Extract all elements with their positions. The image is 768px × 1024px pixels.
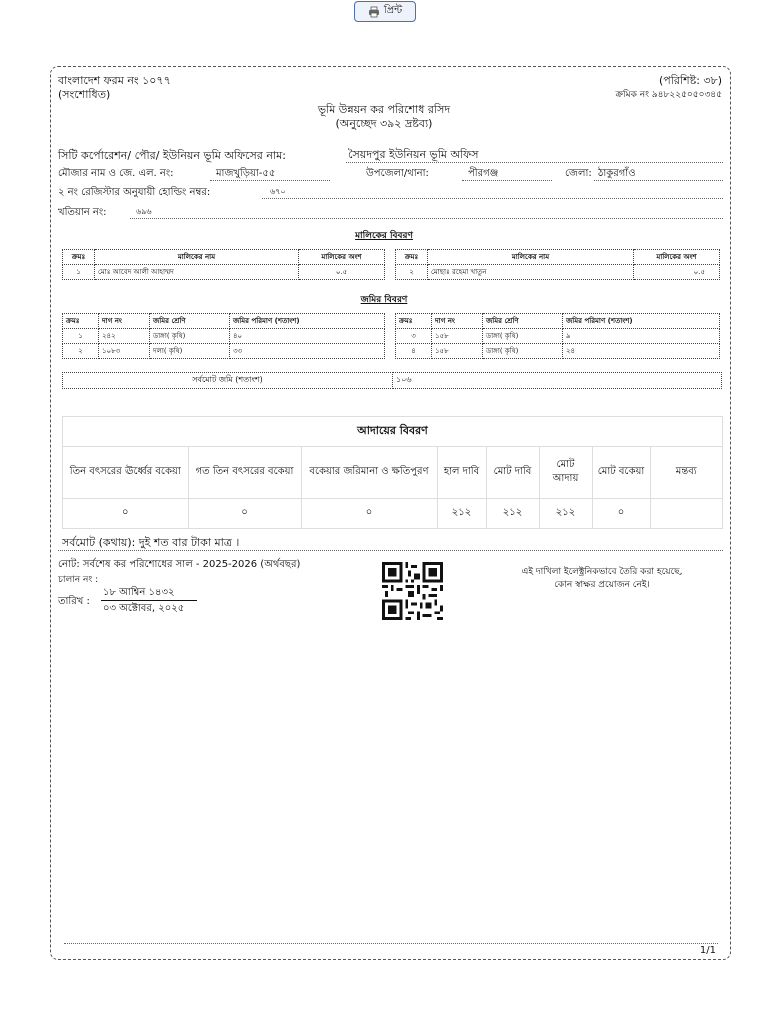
table-row: [63, 329, 385, 344]
receipt-subtitle: (অনুচ্ছেদ ৩৯২ দ্রষ্টব্য): [335, 117, 433, 130]
khatian-value: ৬৯৬: [136, 207, 152, 216]
owner-share: ০.৫: [299, 265, 385, 280]
payment-value: ০: [188, 498, 301, 528]
land-dag: ১৫৮: [432, 329, 483, 344]
print-label: প্রিন্ট: [383, 5, 403, 16]
payment-header: হাল দাবি: [437, 447, 486, 498]
payment-header: বকেয়ার জরিমানা ও ক্ষতিপুরণ: [301, 447, 437, 498]
owner-name: মোছাঃ রহেমা খাতুন: [428, 265, 634, 280]
lands-heading: জমির বিবরণ: [360, 295, 408, 305]
payment-header: মোট আদায়: [539, 447, 592, 498]
print-button[interactable]: [354, 1, 416, 22]
land-total-label: সর্বমোট জমি (শতাংশ): [63, 373, 393, 389]
payment-table: [63, 447, 722, 528]
lands-header-dag: দাগ নং: [99, 314, 150, 329]
table-row: [63, 265, 385, 280]
table-row: [396, 329, 720, 344]
lands-header-dag: দাগ নং: [432, 314, 483, 329]
payment-value: [650, 498, 722, 528]
land-sl: ২: [63, 344, 99, 359]
owners-header-name: মালিকের নাম: [428, 250, 634, 265]
payment-header: মোট বকেয়া: [592, 447, 650, 498]
lands-total-table: [62, 372, 722, 389]
mouza-value: মাজখুড়িয়া-৫৫: [216, 168, 276, 179]
note-text: নোট: সর্বশেষ কর পরিশোধের সাল - 2025-2026 (অর্থবছর): [58, 559, 301, 570]
office-value: সৈয়দপুর ইউনিয়ন ভূমি অফিস: [348, 148, 479, 161]
payment-heading: আদায়ের বিবরণ: [63, 417, 722, 447]
land-sl: ১: [63, 329, 99, 344]
date-label: তারিখ :: [58, 596, 90, 607]
payment-header: তিন বৎসরের ঊর্ধ্বের বকেয়া: [63, 447, 188, 498]
payment-value: ২১২: [437, 498, 486, 528]
owners-header-share: মালিকের অংশ: [634, 250, 720, 265]
qr-code: [382, 562, 443, 620]
owner-sl: ১: [63, 265, 95, 280]
date-bangla: ১৮ আশ্বিন ১৪৩২: [103, 587, 175, 598]
lands-header-class: জমির শ্রেণি: [483, 314, 563, 329]
lands-table-left: [62, 313, 385, 359]
khatian-label: খতিয়ান নং:: [58, 207, 107, 218]
payment-value: ০: [592, 498, 650, 528]
payment-header: গত তিন বৎসরের বকেয়া: [188, 447, 301, 498]
land-class: ডাঙ্গা( কৃষি): [483, 344, 563, 359]
table-row: [396, 344, 720, 359]
land-dag: ২৪২: [99, 329, 150, 344]
lands-header-amount: জমির পরিমাণ (শতাংশ): [230, 314, 385, 329]
land-sl: ৪: [396, 344, 432, 359]
appendix-label: (পরিশিষ্ট: ৩৮): [659, 74, 722, 87]
land-total-value: ১০৬: [393, 373, 722, 389]
upazila-label: উপজেলা/থানা:: [366, 168, 429, 179]
payment-header: মন্তব্য: [650, 447, 722, 498]
table-row: [63, 373, 722, 389]
lands-header-class: জমির শ্রেণি: [150, 314, 230, 329]
printer-icon: [368, 6, 380, 18]
challan-label: চালান নং :: [58, 575, 99, 585]
land-class: দলা( কৃষি): [150, 344, 230, 359]
table-row: [63, 498, 722, 528]
owner-share: ০.৫: [634, 265, 720, 280]
page-number: 1/1: [699, 945, 716, 956]
district-label: জেলা:: [565, 168, 592, 179]
land-amount: ৩৩: [230, 344, 385, 359]
owners-table-right: [395, 249, 720, 280]
owner-sl: ২: [396, 265, 428, 280]
lands-table-right: [395, 313, 720, 359]
lands-header-amount: জমির পরিমাণ (শতাংশ): [563, 314, 720, 329]
land-amount: ২৪: [563, 344, 720, 359]
lands-header-sl: ক্রমঃ: [63, 314, 99, 329]
e-notice-line2: কোন স্বাক্ষর প্রয়োজন নেই।: [554, 580, 650, 590]
payment-value: ০: [301, 498, 437, 528]
owners-header-name: মালিকের নাম: [95, 250, 299, 265]
holding-value: ৬৭০: [270, 187, 286, 196]
mouza-label: মৌজার নাম ও জে. এল. নং:: [58, 168, 174, 179]
table-row: [396, 265, 720, 280]
payment-section: [62, 416, 723, 529]
e-notice-line1: এই দাখিলা ইলেক্ট্রনিকভাবে তৈরি করা হয়েছে,: [521, 567, 683, 577]
land-dag: ১৫৮: [432, 344, 483, 359]
land-sl: ৩: [396, 329, 432, 344]
serial-number: ক্রমিক নং ৯৪৮২২৫০৫০৩৪৫: [615, 90, 722, 100]
amount-in-words: সর্বমোট (কথায়): দুই শত বার টাকা মাত্র ।: [62, 536, 240, 549]
owners-header-sl: ক্রমঃ: [396, 250, 428, 265]
revised-label: (সংশোধিত): [58, 88, 111, 101]
land-class: ডাঙ্গা( কৃষি): [150, 329, 230, 344]
date-english: ০৩ অক্টোবর, ২০২৫: [103, 603, 185, 614]
owners-heading: মালিকের বিবরণ: [355, 231, 413, 241]
district-value: ঠাকুরগাঁও: [598, 168, 636, 179]
owners-table-left: [62, 249, 385, 280]
owner-name: মোঃ আবেদ আলী আহাম্মদ: [95, 265, 299, 280]
land-class: ডাঙ্গা( কৃষি): [483, 329, 563, 344]
form-number: বাংলাদেশ ফরম নং ১০৭৭: [58, 74, 171, 87]
payment-value: ২১২: [486, 498, 539, 528]
payment-header: মোট দাবি: [486, 447, 539, 498]
owners-header-sl: ক্রমঃ: [63, 250, 95, 265]
land-dag: ১০৮৩: [99, 344, 150, 359]
payment-value: ২১২: [539, 498, 592, 528]
receipt-title: ভূমি উন্নয়ন কর পরিশোধ রসিদ: [317, 103, 451, 116]
table-row: [63, 344, 385, 359]
land-amount: ৪০: [230, 329, 385, 344]
upazila-value: পীরগঞ্জ: [468, 168, 499, 179]
land-amount: ৯: [563, 329, 720, 344]
lands-header-sl: ক্রমঃ: [396, 314, 432, 329]
office-label: সিটি কর্পোরেশন/ পৌর/ ইউনিয়ন ভূমি অফিসের নাম:: [58, 149, 286, 162]
payment-value: ০: [63, 498, 188, 528]
owners-header-share: মালিকের অংশ: [299, 250, 385, 265]
holding-label: ২ নং রেজিস্টার অনুযায়ী হোল্ডিং নম্বর:: [58, 187, 211, 198]
